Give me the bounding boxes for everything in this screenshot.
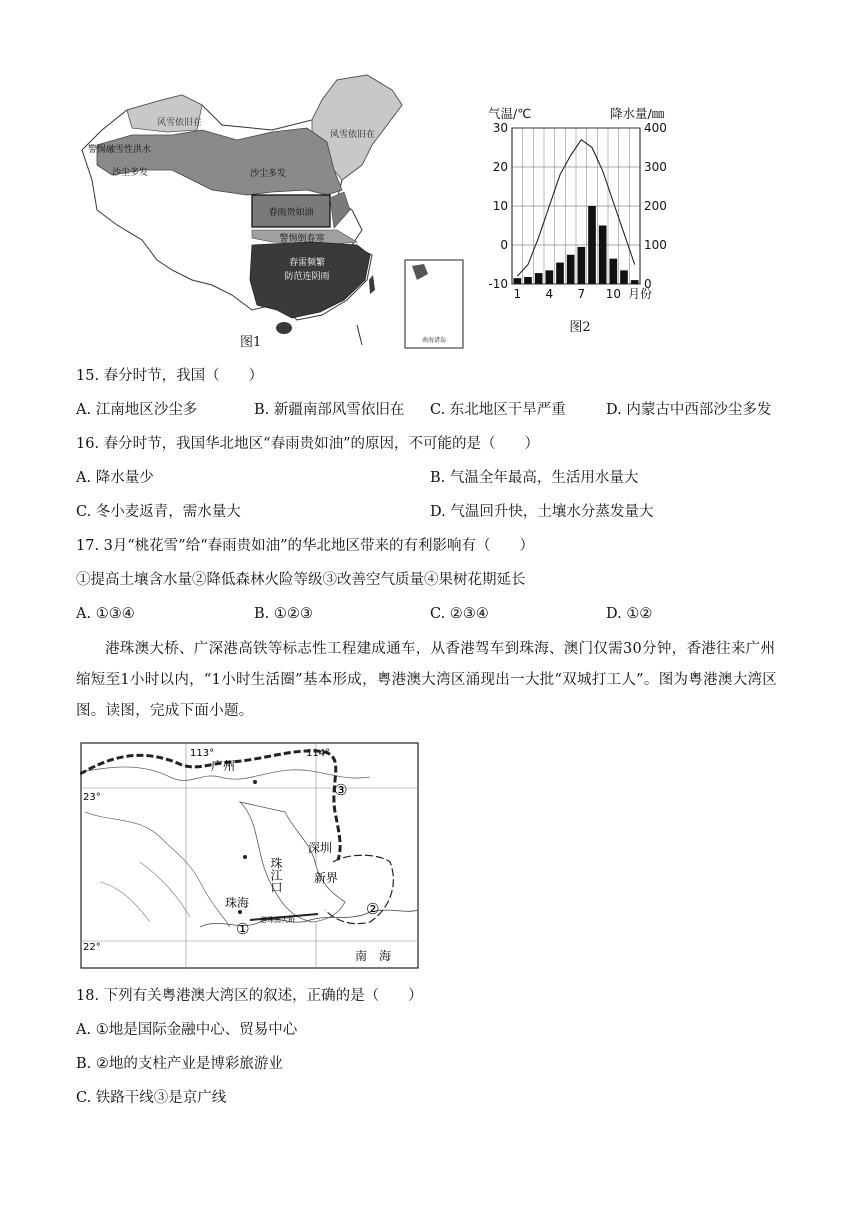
q17-option-c[interactable]: C. ②③④ [430, 606, 489, 622]
q16-stem: 16. 春分时节，我国华北地区“春雨贵如油”的原因，不可能的是（ ） [76, 436, 539, 452]
climate-chart-svg [480, 100, 690, 340]
label-bridge: 港珠澳大桥 [260, 916, 295, 924]
bay-area-map-svg [80, 742, 420, 970]
precip-bar [514, 278, 522, 284]
figure-bay-area-map [80, 742, 420, 970]
precip-bar [620, 270, 628, 284]
month-tick-label: 1 [513, 287, 522, 301]
temp-tick-label: 10 [492, 199, 508, 213]
label-nanhai: 南 海 [355, 949, 392, 963]
q17-option-a[interactable]: A. ①③④ [76, 606, 135, 622]
temp-tick-label: 30 [492, 121, 508, 135]
precip-bar [556, 263, 564, 284]
lat-23-label: 23° [83, 792, 101, 803]
precip-tick-label: 400 [644, 121, 667, 135]
precip-tick-label: 300 [644, 160, 667, 174]
label-south-2: 防范连阴雨 [284, 272, 330, 282]
q15-stem: 15. 春分时节，我国（ ） [76, 368, 264, 384]
temp-axis-label: 气温/℃ [488, 106, 532, 121]
month-tick-label: 7 [577, 287, 586, 301]
inset-label: 南海诸岛 [421, 337, 447, 344]
label-zhuhai: 珠海 [225, 896, 250, 910]
marker-1: ① [236, 920, 250, 938]
china-map-svg [72, 70, 472, 355]
lat-22-label: 22° [83, 942, 101, 953]
q18-option-b[interactable]: B. ②地的支柱产业是博彩旅游业 [76, 1056, 283, 1072]
fig2-caption: 图2 [569, 320, 591, 335]
month-tick-label: 4 [545, 287, 554, 301]
q18-stem: 18. 下列有关粤港澳大湾区的叙述，正确的是（ ） [76, 988, 423, 1004]
label-north-xinjiang: 风雪依旧在 [157, 118, 203, 128]
label-inner-mongolia-dust: 沙尘多发 [250, 169, 287, 179]
label-xinjie: 新界 [314, 871, 339, 885]
marker-2: ② [366, 900, 380, 918]
precip-bar [535, 273, 543, 284]
precip-tick-label: 0 [644, 277, 652, 291]
q18-option-a[interactable]: A. ①地是国际金融中心、贸易中心 [76, 1022, 298, 1038]
label-shenzhen: 深圳 [308, 841, 333, 855]
q17-option-b[interactable]: B. ①②③ [254, 606, 313, 622]
q17-items: ①提高土壤含水量②降低森林火险等级③改善空气质量④果树花期延长 [76, 572, 526, 588]
chart-grid [512, 128, 640, 284]
month-unit-label: 月份 [628, 287, 653, 301]
label-guangzhou: 广州 [211, 759, 236, 773]
q16-option-b[interactable]: B. 气温全年最高，生活用水量大 [430, 470, 639, 486]
q16-option-a[interactable]: A. 降水量少 [76, 470, 154, 486]
precip-tick-label: 100 [644, 238, 667, 252]
label-north-china: 春雨贵如油 [268, 208, 314, 218]
precip-bar [599, 226, 607, 285]
precip-tick-label: 200 [644, 199, 667, 213]
q17-stem: 17. 3月“桃花雪”给“春雨贵如油”的华北地区带来的有利影响有（ ） [76, 538, 535, 554]
figure-1-china-map [72, 70, 472, 355]
q15-option-b[interactable]: B. 新疆南部风雪依旧在 [254, 402, 405, 418]
label-south-1: 春雷频繁 [288, 258, 326, 268]
label-northeast: 风雪依旧在 [330, 130, 376, 140]
precip-bar [588, 206, 596, 284]
precip-bar [610, 259, 618, 284]
q16-option-c[interactable]: C. 冬小麦返青，需水量大 [76, 504, 241, 520]
precip-bar [567, 255, 575, 284]
q17-option-d[interactable]: D. ①② [606, 606, 653, 622]
fig1-caption: 图1 [240, 335, 262, 350]
label-xinjiang-flood: 警惕融雪性洪水 [88, 145, 152, 155]
q18-option-c[interactable]: C. 铁路干线③是京广线 [76, 1090, 227, 1106]
south-sea-inset [405, 260, 463, 348]
temp-tick-label: -10 [488, 277, 508, 291]
precip-bar [631, 280, 639, 284]
q15-option-a[interactable]: A. 江南地区沙尘多 [76, 402, 198, 418]
q16-option-d[interactable]: D. 气温回升快，土壤水分蒸发量大 [430, 504, 654, 520]
label-xinjiang-dust: 沙尘多发 [112, 168, 149, 178]
precip-bar [578, 247, 586, 284]
precip-axis-label: 降水量/㎜ [610, 106, 665, 121]
lon-114-label: 114° [306, 748, 331, 759]
q15-option-c[interactable]: C. 东北地区干旱严重 [430, 402, 566, 418]
precip-bar [524, 277, 532, 284]
label-drought: 警惕倒春寒 [279, 234, 325, 244]
q15-option-d[interactable]: D. 内蒙古中西部沙尘多发 [606, 402, 772, 418]
passage-bay-area: 港珠澳大桥、广深港高铁等标志性工程建成通车，从香港驾车到珠海、澳门仅需30分钟，香港往来广州缩短至1小时以内，“1小时生活圈”基本形成，粤港澳大湾区涌现出一大批“双城打工人”。图为粤港澳大湾区图。读图，完成下面小题。 [76, 641, 778, 719]
temp-tick-label: 20 [492, 160, 508, 174]
temp-tick-label: 0 [500, 238, 508, 252]
label-zhujiang: 珠江口 [269, 857, 283, 893]
lon-113-label: 113° [190, 748, 215, 759]
month-tick-label: 10 [605, 287, 621, 301]
figure-2-climate-chart [480, 100, 690, 340]
precip-bar [546, 270, 554, 284]
marker-3: ③ [334, 781, 348, 799]
